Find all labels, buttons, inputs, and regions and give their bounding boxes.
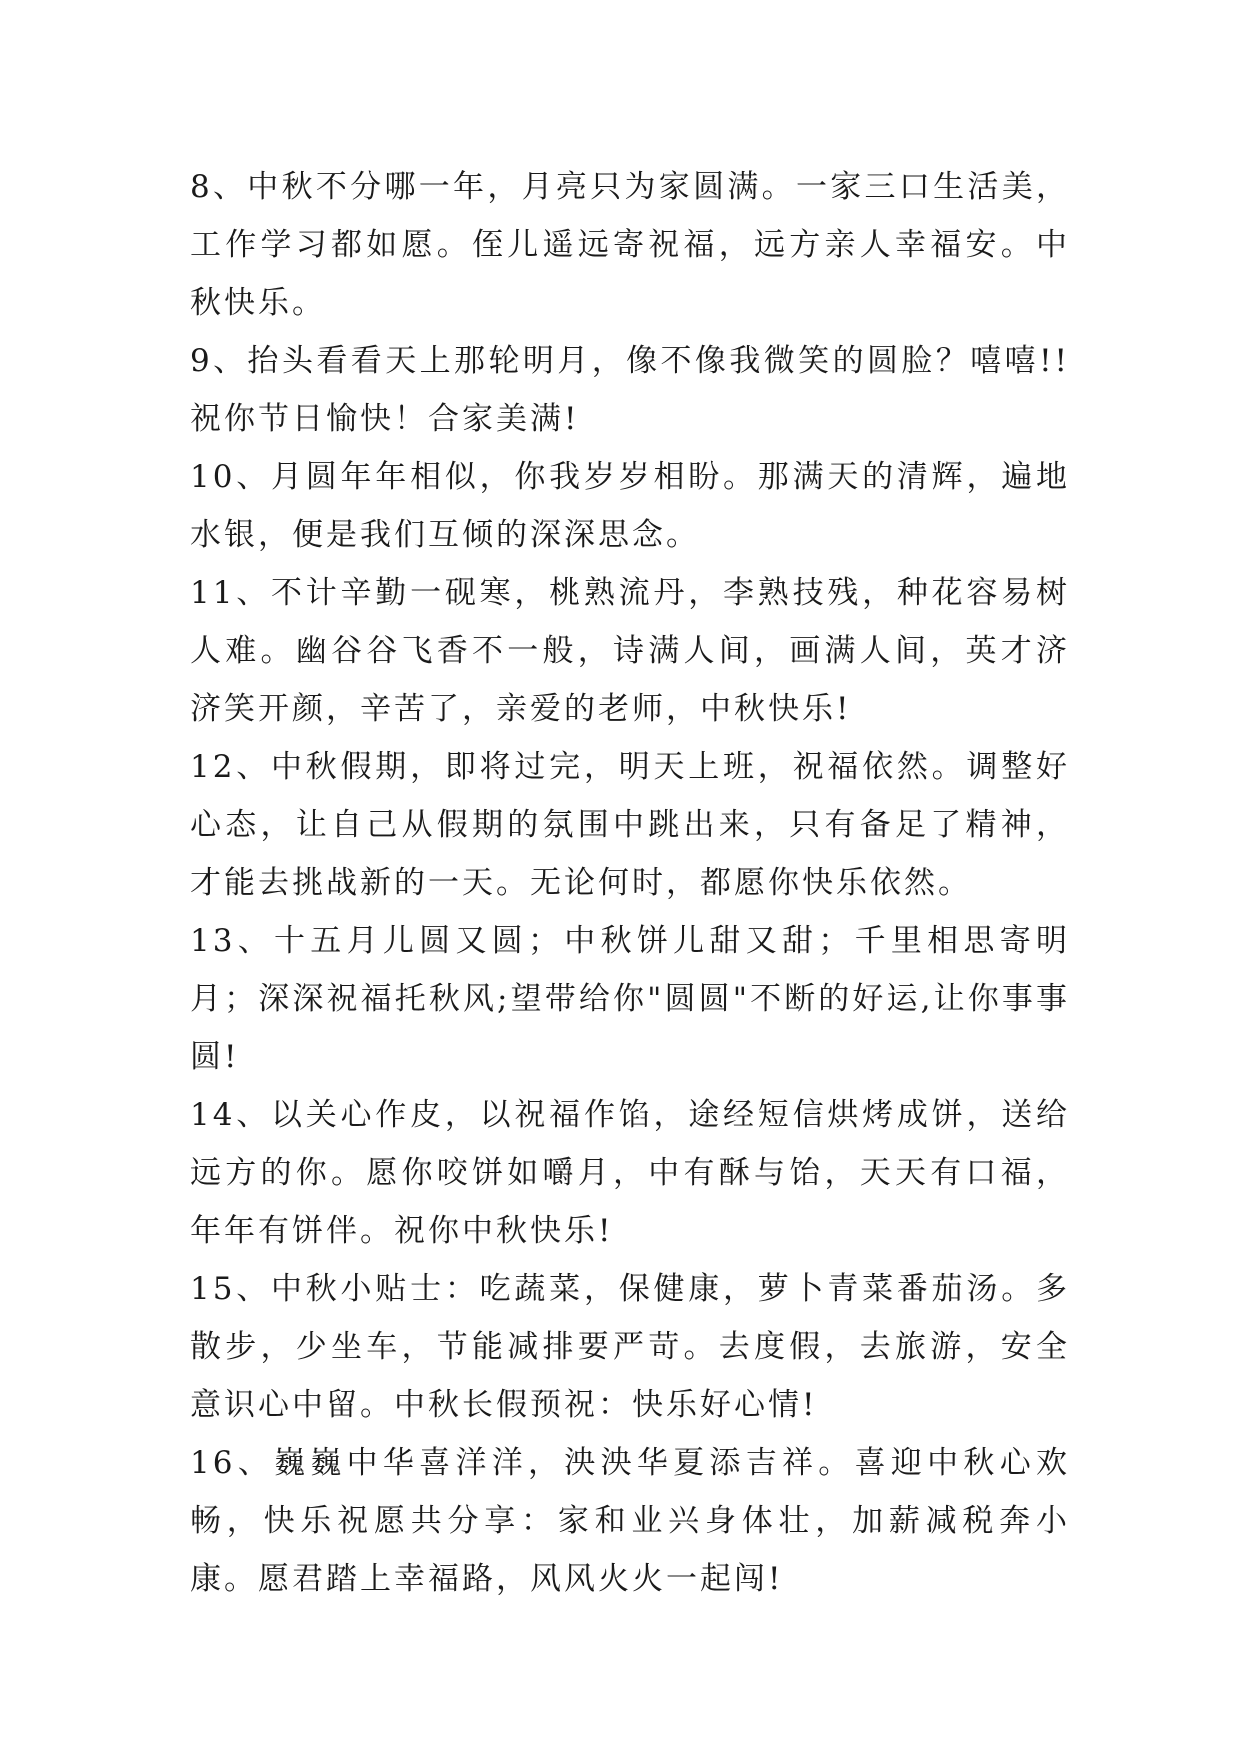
greeting-entry-14: 14、以关心作皮，以祝福作馅，途经短信烘烤成饼，送给远方的你。愿你咬饼如嚼月，中有酥与饴，天天有口福，年年有饼伴。祝你中秋快乐! xyxy=(190,1097,1070,1249)
greeting-entry-13: 13、十五月儿圆又圆；中秋饼儿甜又甜；千里相思寄明月；深深祝福托秋风;望带给你"圆圆"不断的好运,让你事事圆! xyxy=(190,923,1070,1075)
greeting-entry-9: 9、抬头看看天上那轮明月，像不像我微笑的圆脸？嘻嘻!!祝你节日愉快！合家美满! xyxy=(190,343,1070,437)
greeting-entry-16: 16、巍巍中华喜洋洋，泱泱华夏添吉祥。喜迎中秋心欢畅，快乐祝愿共分享：家和业兴身体壮，加薪减税奔小康。愿君踏上幸福路，风风火火一起闯! xyxy=(190,1445,1070,1597)
greeting-entry-10: 10、月圆年年相似，你我岁岁相盼。那满天的清辉，遍地水银，便是我们互倾的深深思念。 xyxy=(190,459,1070,553)
greeting-entry-15: 15、中秋小贴士：吃蔬菜，保健康，萝卜青菜番茄汤。多散步，少坐车，节能减排要严苛。去度假，去旅游，安全意识心中留。中秋长假预祝：快乐好心情! xyxy=(190,1271,1070,1423)
greeting-entry-12: 12、中秋假期，即将过完，明天上班，祝福依然。调整好心态，让自己从假期的氛围中跳出来，只有备足了精神，才能去挑战新的一天。无论何时，都愿你快乐依然。 xyxy=(190,749,1070,901)
greeting-entry-11: 11、不计辛勤一砚寒，桃熟流丹，李熟技残，种花容易树人难。幽谷谷飞香不一般，诗满人间，画满人间，英才济济笑开颜，辛苦了，亲爱的老师，中秋快乐! xyxy=(190,575,1070,727)
document-body xyxy=(190,158,1070,1608)
greeting-entry-8: 8、中秋不分哪一年，月亮只为家圆满。一家三口生活美，工作学习都如愿。侄儿遥远寄祝福，远方亲人幸福安。中秋快乐。 xyxy=(190,169,1070,321)
